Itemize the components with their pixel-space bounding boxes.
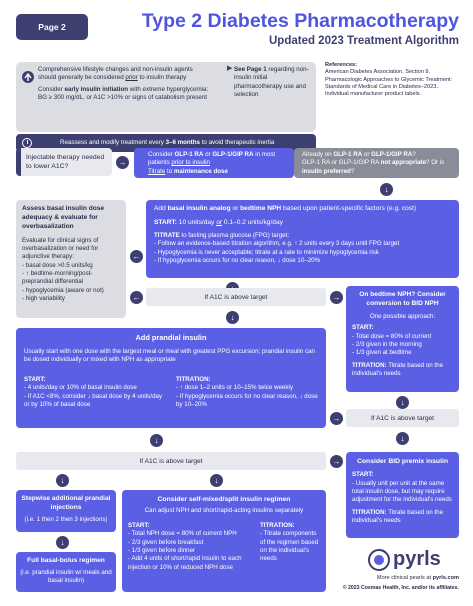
list-item: - 4 units/day or 10% of basal insulin dose: [24, 384, 164, 392]
list-item: - Total NPH dose = 80% of current NPH: [128, 530, 256, 538]
arrow-down-icon: ↓: [150, 434, 163, 447]
chevron-right-icon: ▶: [227, 65, 233, 72]
footer-copyright: © 2023 Cosmas Health, Inc. and/or its affiliates.: [342, 585, 459, 591]
list-item: - Titrate components of the regimen based on the individual's needs: [260, 530, 322, 563]
arrow-left-icon: ←: [130, 291, 143, 304]
list-item: - If A1C <8%, consider ↓ basal dose by 4 units/day or by 10% of basal dose: [24, 393, 164, 410]
arrow-right-icon: →: [330, 412, 343, 425]
a1c-above-target-3: If A1C is above target: [16, 452, 326, 470]
arrow-left-icon: ←: [130, 250, 143, 263]
list-item: - Hypoglycemia is never acceptable; titrate at a rate to minimize hypoglycemia risk: [154, 249, 451, 257]
list-item: - If hypoglycemia occurs for no clear reason, ↓ dose 10–20%: [154, 257, 451, 265]
intro-box: Comprehensive lifestyle changes and non-insulin agents should generally be considered prior to insulin therapy Consider early insulin initiation with extreme hyperglycemia: BG ≥ 300 mg/dL, or A1C >10% or signs of catabolism present See Page 1 regarding non-insulin initial pharmacotherapy use and selection ▶: [16, 62, 316, 132]
assess-basal-box: Assess basal insulin dose adequacy & evaluate for overbasalization Evaluate for clinical signs of overbasalization or need for adjunctive therapy: - basal dose >0.5 units/kg - ↑ bedtime-morning/post-preprandial differential - hypoglycemia (aware or not) - high variability: [16, 200, 126, 318]
lifestyle-icon: [21, 70, 35, 84]
arrow-down-icon: ↓: [396, 432, 409, 445]
list-item: - high variability: [22, 295, 120, 303]
a1c-above-target-2: If A1C is above target: [346, 409, 459, 427]
reassess-banner: Reassess and modify treatment every 3–6 months to avoid therapeutic inertia: [16, 134, 316, 152]
arrow-right-icon: →: [116, 156, 129, 169]
split-insulin-box: Consider self-mixed/split insulin regimen Can adjust NPH and short/rapid-acting insulins separately START: - Total NPH dose = 80% of current NPH - 2/3 given before breakfast - 1/3 given before dinner - Add 4 units of short/rapid insulin to each injection or 10% of reduced NPH dose TITRATION: - Titrate components of the regimen based on the individual's needs: [122, 490, 326, 592]
list-item: - 1/3 given at bedtime: [352, 349, 453, 357]
footer-more-pearls: More clinical pearls at pyrls.com: [376, 575, 459, 581]
arrow-down-icon: ↓: [56, 536, 69, 549]
bid-premix-box: Consider BID premix insulin START: - Usually unit per unit at the same total insulin dose, but may require adjustment for the individual's needs TITRATION: Titrate based on the individual's needs: [346, 452, 459, 538]
stepwise-prandial-box: Stepwise additional prandial injections (i.e. 1 then 2 then 3 injections): [16, 490, 116, 532]
glp1-box: Consider GLP-1 RA or GLP-1/GIP RA in most patients prior to insulin Titrate to maintenance dose: [134, 148, 294, 178]
prandial-insulin-box: Add prandial insulin Usually start with one dose with the largest meal or meal with greatest PPG excursion; prandial insulin can be dosed individually or mixed with NPH as appropriate START: - 4 units/day or 10% of basal insulin dose - If A1C <8%, consider ↓ basal dose by 4 units/day or by 10% of basal dose TITRATION: - ↑ dose 1–2 units or 10–15% twice weekly - If hypoglycemia occurs for no clear reason, ↓ dose by 10–20%: [16, 328, 326, 428]
list-item: - Usually unit per unit at the same total insulin dose, but may require adjustment for the individual's needs: [352, 480, 453, 505]
list-item: - basal dose >0.5 units/kg: [22, 262, 120, 270]
list-item: - ↑ dose 1–2 units or 10–15% twice weekly: [176, 384, 318, 392]
page-subtitle: Updated 2023 Treatment Algorithm: [268, 35, 459, 47]
page-badge: Page 2: [16, 14, 88, 40]
see-page-1-note: See Page 1 regarding non-insulin initial pharmacotherapy use and selection: [234, 66, 309, 99]
arrow-down-icon: ↓: [56, 474, 69, 487]
arrow-down-icon: ↓: [380, 183, 393, 196]
arrow-down-icon: ↓: [226, 311, 239, 324]
injectable-question: Injectable therapy needed to lower A1C?: [16, 148, 112, 176]
page-title: Type 2 Diabetes Pharmacotherapy: [141, 10, 459, 32]
arrow-right-icon: →: [330, 455, 343, 468]
list-item: - Add 4 units of short/rapid insulin to each injection or 10% of reduced NPH dose: [128, 555, 256, 572]
list-item: - hypoglycemia (aware or not): [22, 287, 120, 295]
list-item: - Follow an evidence-based titration algorithm, e.g. ↑ 2 units every 3 days until FPG target: [154, 240, 451, 248]
list-item: - 2/3 given before breakfast: [128, 539, 256, 547]
references: References: American Diabetes Association. Section 9. Pharmacologic Approaches to Glycemic Treatment: Standards of Medical Care in Diabetes–2023.. Individual manufacturer product labels.: [325, 62, 453, 98]
basal-insulin-box: Add basal insulin analog or bedtime NPH based upon patient-specific factors (e.g. cost) START: 10 units/day or 0.1–0.2 units/kg/day TITRATE to fasting plasma glucose (FPG) target: - Follow an evidence-based titration algorithm, e.g. ↑ 2 units every 3 days until FPG target - Hypoglycemia is never acceptable; titrate at a rate to minimize hypoglycemia risk - If hypoglycemia occurs for no clear reason, ↓ dose 10–20%: [146, 200, 459, 278]
clock-icon: [22, 138, 32, 148]
list-item: - 2/3 given in the morning: [352, 341, 453, 349]
pyrls-logo-icon: [368, 549, 390, 571]
bid-nph-box: On bedtime NPH? Consider conversion to BID NPH One possible approach: START: - Total dose = 80% of current - 2/3 given in the morning - 1/3 given at bedtime TITRATION: Titrate based on the individual's needs: [346, 286, 459, 392]
list-item: - ↑ bedtime-morning/post-preprandial differential: [22, 270, 120, 287]
already-on-glp1-box: Already on GLP-1 RA or GLP-1/GIP RA? GLP-1 RA or GLP-1/GIP RA not appropriate? Or is insulin preferred?: [294, 148, 459, 178]
list-item: - Total dose = 80% of current: [352, 333, 453, 341]
list-item: - If hypoglycemia occurs for no clear reason, ↓ dose by 10–20%: [176, 393, 318, 410]
full-basal-bolus-box: Full basal-bolus regimen (i.e. prandial insulin w/ meals and basal insulin): [16, 552, 116, 592]
arrow-down-icon: ↓: [396, 396, 409, 409]
pyrls-logo: pyrls: [368, 548, 441, 571]
a1c-above-target-1: If A1C is above target: [146, 288, 326, 306]
arrow-right-icon: →: [330, 291, 343, 304]
arrow-down-icon: ↓: [210, 474, 223, 487]
list-item: - 1/3 given before dinner: [128, 547, 256, 555]
